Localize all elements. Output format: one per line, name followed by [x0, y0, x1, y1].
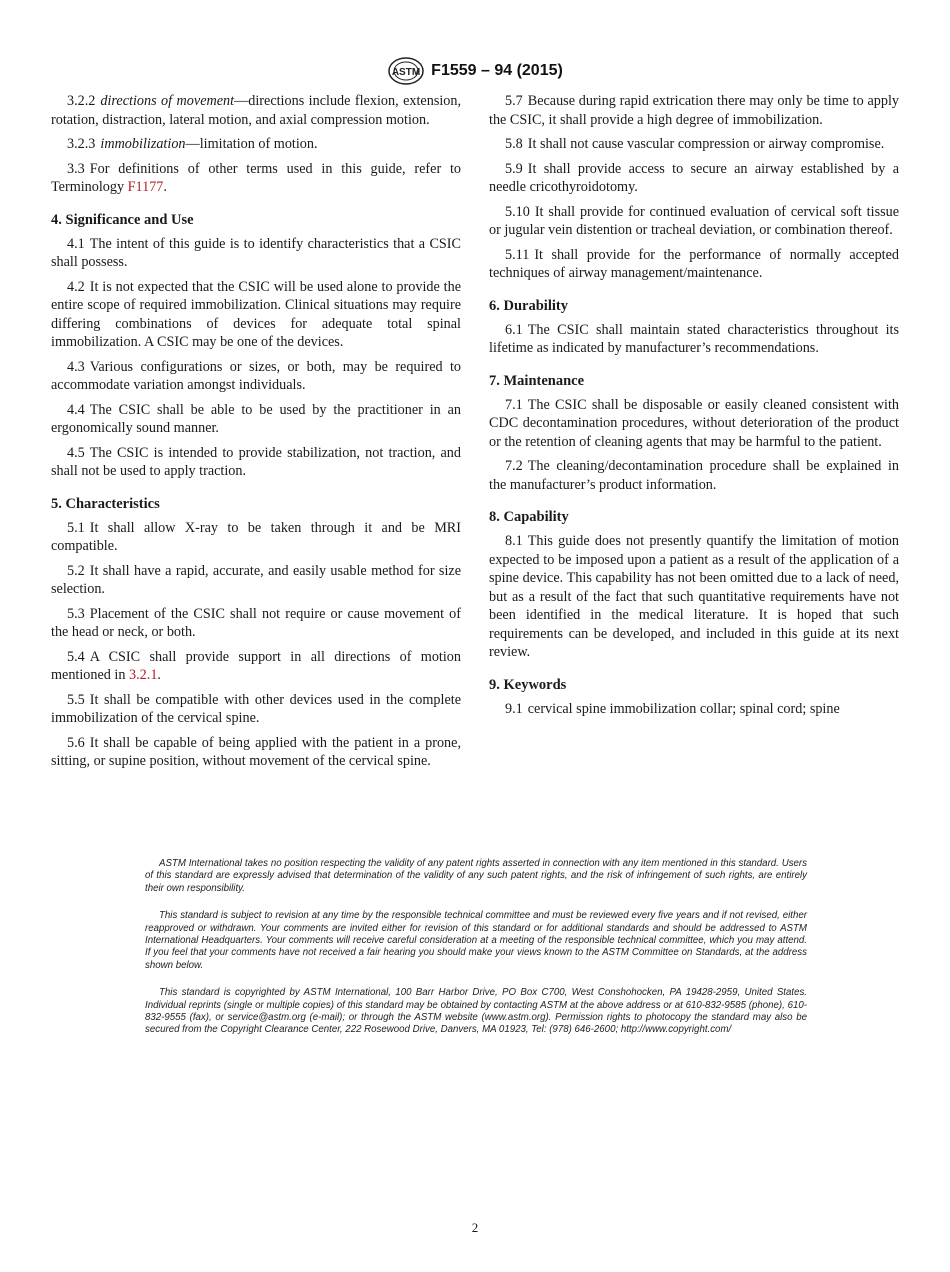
link-f1177[interactable]: F1177 [127, 179, 164, 195]
paragraph-5-2: 5.2 It shall have a rapid, accurate, and easily usable method for size selection. [51, 562, 461, 597]
copyright-notice: This standard is copyrighted by ASTM International, 100 Barr Harbor Drive, PO Box C700, West Conshohocken, PA 19428-2959, United States. Individual reprints (single or multiple copies) of this standard may be obtained by contacting ASTM at the above address or at 610-832-9585 (phone), 610-832-9555 (fax), or service@astm.org (e-mail); or through the ASTM website (www.astm.org). Permission rights to photocopy the standard may also be secured from the Copyright Clearance Center, 222 Rosewood Drive, Danvers, MA 01923, Tel: (978) 646-2600; http://www.copyright.com/ [145, 987, 807, 1036]
paragraph-5-4: 5.4 A CSIC shall provide support in all directions of motion mentioned in 3.2.1. [51, 648, 461, 683]
paragraph-6-1: 6.1 The CSIC shall maintain stated characteristics throughout its lifetime as indicated by manufacturer’s recommendations. [489, 321, 899, 356]
paragraph-3-2-2: 3.2.2 directions of movement—directions include flexion, extension, rotation, distraction, lateral motion, and axial compression motion. [51, 93, 462, 128]
paragraph-4-5: 4.5 The CSIC is intended to provide stabilization, not traction, and shall not be used to apply traction. [51, 444, 461, 479]
patent-notice: ASTM International takes no position respecting the validity of any patent rights asserted in connection with any item mentioned in this standard. Users of this standard are expressly advised that determination of the validity of any such patent rights, and the risk of infringement of such rights, are entirely their own responsibility. [145, 858, 807, 894]
paragraph-5-9: 5.9 It shall provide access to secure an airway established by a needle cricothyroidotomy. [489, 160, 899, 195]
paragraph-7-2: 7.2 The cleaning/decontamination procedure shall be explained in the manufacturer’s product information. [489, 458, 899, 493]
section-heading-5: 5. Characteristics [51, 495, 160, 512]
term-directions-of-movement: directions of movement [100, 93, 235, 109]
paragraph-5-10: 5.10 It shall provide for continued evaluation of cervical soft tissue or jugular vein distention or tracheal deviation, or combination thereof. [489, 203, 899, 238]
document-designation: F1559 – 94 (2015) [431, 62, 563, 79]
paragraph-4-3: 4.3 Various configurations or sizes, or both, may be required to accommodate variation amongst individuals. [51, 358, 461, 393]
paragraph-5-8: 5.8 It shall not cause vascular compression or airway compromise. [505, 136, 885, 152]
paragraph-3-2-3: 3.2.3 immobilization—limitation of motion. [67, 136, 318, 152]
section-heading-9: 9. Keywords [489, 676, 567, 693]
page-number: 2 [471, 1220, 479, 1235]
paragraph-8-1: 8.1 This guide does not presently quantify the limitation of motion expected to be imposed upon a patient as a result of the application of a spine device. This capability has not been omitted due to a lack of need, but as a result of the fact that such quantitative requirements have not been identified in the medical literature. It is hoped that such requirements can be developed, and included in this guide at its next review. [489, 533, 899, 660]
section-heading-8: 8. Capability [489, 509, 569, 525]
paragraph-5-3: 5.3 Placement of the CSIC shall not require or cause movement of the head or neck, or both. [51, 605, 461, 640]
revision-notice: This standard is subject to revision at any time by the responsible technical committee and must be reviewed every five years and if not revised, either reapproved or withdrawn. Your comments are invited either for revision of this standard or for additional standards and should be addressed to ASTM International Headquarters. Your comments will receive careful consideration at a meeting of the responsible technical committee, which you may attend. If you feel that your comments have not received a fair hearing you should make your views known to the ASTM Committee on Standards, at the address shown below. [145, 910, 807, 971]
paragraph-5-1: 5.1 It shall allow X-ray to be taken through it and be MRI compatible. [51, 519, 461, 554]
paragraph-4-1: 4.1 The intent of this guide is to identify characteristics that a CSIC shall possess. [51, 235, 461, 270]
left-column [51, 92, 461, 777]
section-heading-6: 6. Durability [489, 297, 568, 314]
paragraph-4-2: 4.2 It is not expected that the CSIC will be used alone to provide the entire scope of required immobilization. Clinical situations may require differing combinations of devices for adequate total spinal immobilization. A CSIC may be one of the devices. [51, 278, 461, 350]
section-heading-7: 7. Maintenance [489, 372, 585, 389]
paragraph-4-4: 4.4 The CSIC shall be able to be used by the practitioner in an ergonomically sound manner. [51, 401, 461, 436]
paragraph-5-5: 5.5 It shall be compatible with other devices used in the complete immobilization of the cervical spine. [51, 691, 461, 726]
legal-notices [145, 858, 807, 1052]
paragraph-7-1: 7.1 The CSIC shall be disposable or easily cleaned consistent with CDC decontamination procedures, without deterioration of the product or the retention of cleaning agents that may be harmful to the patient. [489, 396, 899, 450]
astm-logo-icon [387, 56, 425, 86]
paragraph-5-7: 5.7 Because during rapid extrication there may only be time to apply the CSIC, it shall provide a high degree of immobilization. [489, 93, 899, 128]
link-3-2-1[interactable]: 3.2.1 [129, 667, 158, 683]
paragraph-5-6: 5.6 It shall be capable of being applied with the patient in a prone, sitting, or supine position, without movement of the cervical spine. [51, 734, 461, 769]
section-heading-4: 4. Significance and Use [51, 211, 194, 228]
paragraph-5-11: 5.11 It shall provide for the performance of normally accepted techniques of airway management/maintenance. [489, 246, 899, 281]
paragraph-9-1: 9.1 cervical spine immobilization collar; spinal cord; spine [505, 700, 840, 717]
page-header [0, 56, 950, 86]
right-column [489, 92, 899, 724]
term-immobilization: immobilization [100, 136, 186, 152]
paragraph-3-3: 3.3 For definitions of other terms used in this guide, refer to Terminology F1177. [51, 160, 461, 195]
astm-logo-text: ASTM [392, 67, 421, 78]
